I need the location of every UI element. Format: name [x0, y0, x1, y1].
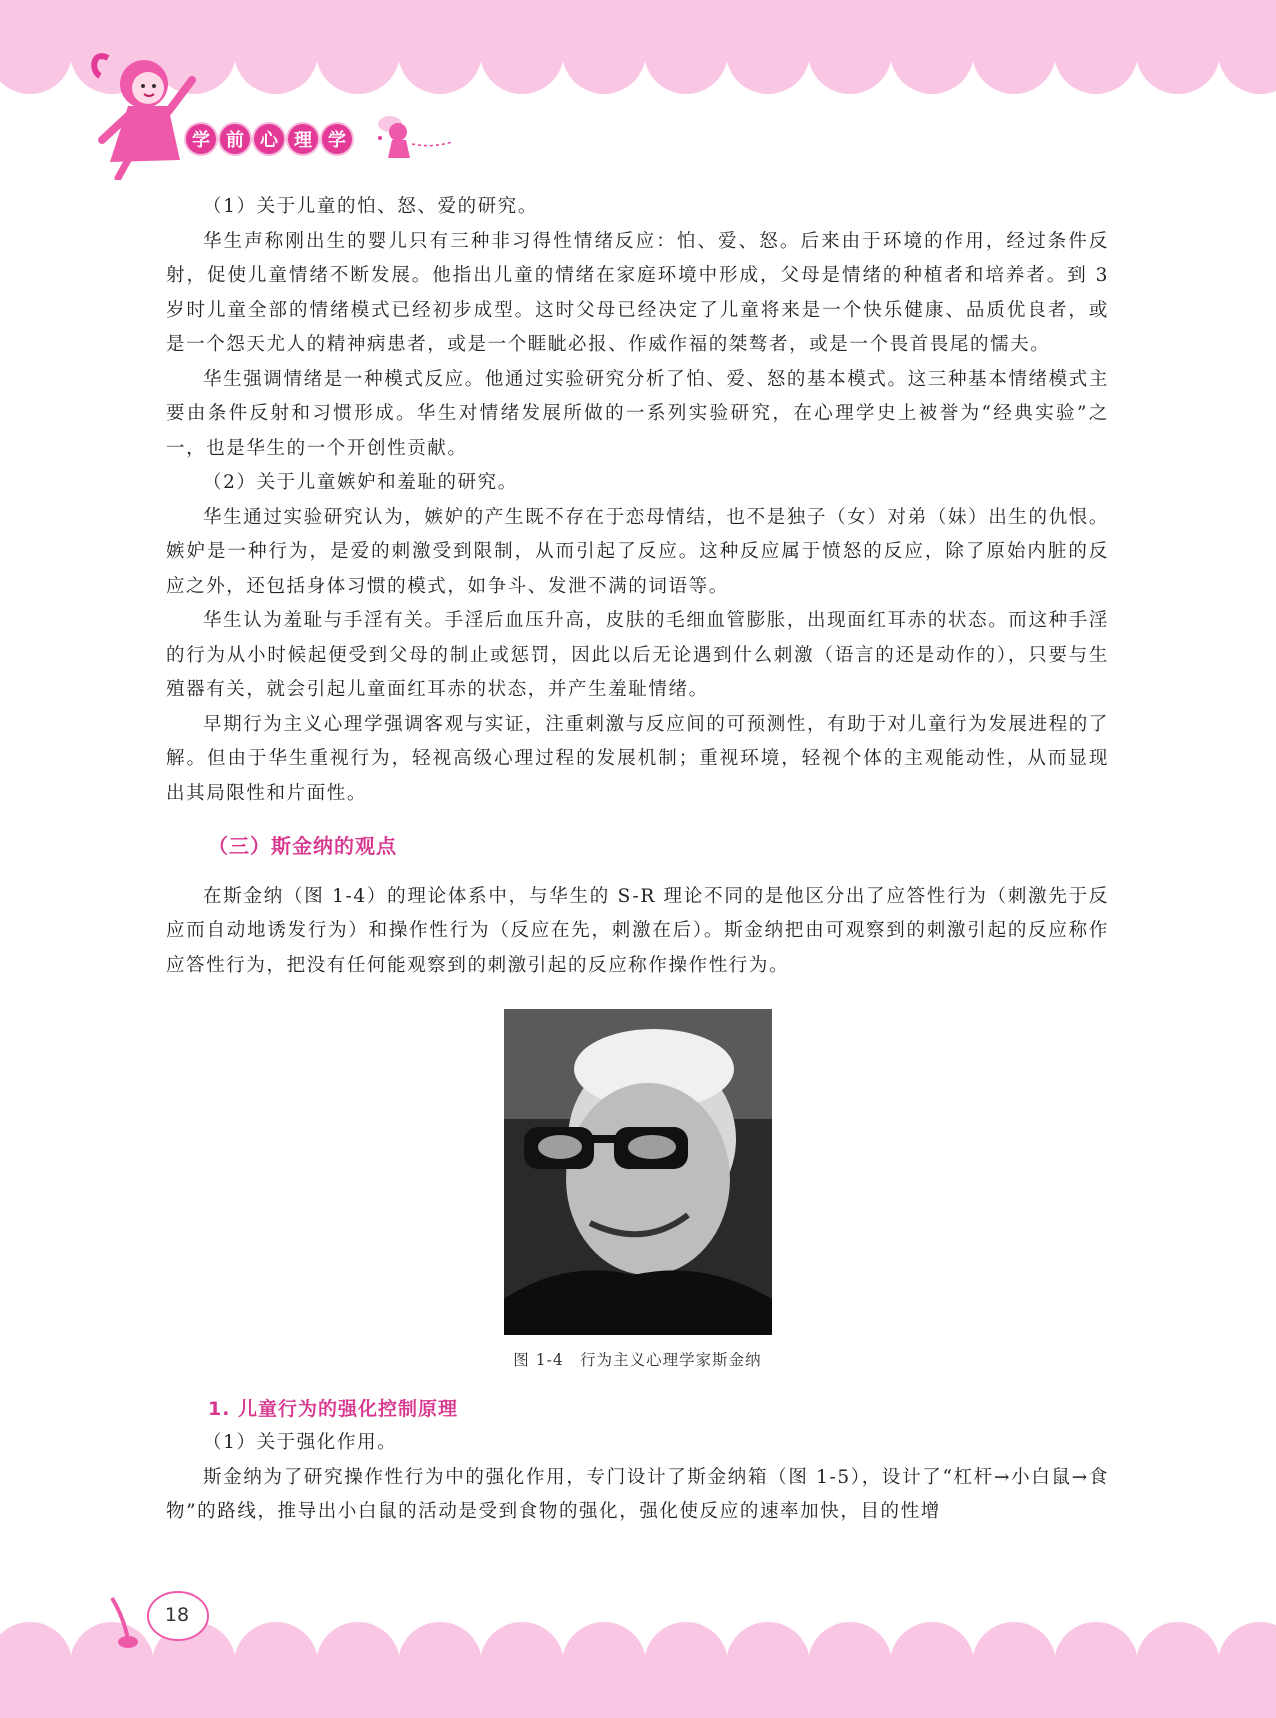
page-number-badge — [104, 1578, 214, 1658]
subsection-heading: 1. 儿童行为的强化控制原理 — [208, 1397, 459, 1420]
series-title-char: 学 — [186, 124, 216, 154]
fairy-icon — [372, 108, 462, 164]
paragraph: 早期行为主义心理学强调客观与实证，注重刺激与反应间的可预测性，有助于对儿童行为发展进程的了解。但由于华生重视行为，轻视高级心理过程的发展机制；重视环境，轻视个体的主观能动性，从而显现出其局限性和片面性。 — [166, 713, 1109, 804]
page-number: 18 — [164, 1604, 190, 1626]
figure-caption: 图 1-4 行为主义心理学家斯金纳 — [513, 1351, 762, 1369]
paragraph: 华生通过实验研究认为，嫉妒的产生既不存在于恋母情结，也不是独子（女）对弟（妹）出生的仇恨。嫉妒是一种行为，是爱的刺激受到限制，从而引起了反应。这种反应属于愤怒的反应，除了原始内脏的反应之外，还包括身体习惯的模式，如争斗、发泄不满的词语等。 — [166, 506, 1109, 597]
series-title — [186, 124, 352, 154]
figure — [166, 1009, 1109, 1392]
paragraph: （1）关于儿童的怕、怒、爱的研究。 — [203, 196, 538, 217]
paragraph: （1）关于强化作用。 — [203, 1432, 398, 1453]
paragraph: 在斯金纳（图 1-4）的理论体系中，与华生的 S-R 理论不同的是他区分出了应答性行为（刺激先于反应而自动地诱发行为）和操作性行为（反应在先，刺激在后）。斯金纳把由可观察到的刺激引起的反应称作应答性行为，把没有任何能观察到的刺激引起的反应称作操作性行为。 — [166, 885, 1109, 976]
paragraph: 华生认为羞耻与手淫有关。手淫后血压升高，皮肤的毛细血管膨胀，出现面红耳赤的状态。而这种手淫的行为从小时候起便受到父母的制止或惩罚，因此以后无论遇到什么刺激（语言的还是动作的），只要与生殖器有关，就会引起儿童面红耳赤的状态，并产生羞耻情绪。 — [166, 610, 1109, 700]
paragraph: 斯金纳为了研究操作性行为中的强化作用，专门设计了斯金纳箱（图 1-5），设计了“杠杆→小白鼠→食物”的路线，推导出小白鼠的活动是受到食物的强化，强化使反应的速率加快，目的性增 — [166, 1466, 1109, 1522]
section-heading: （三）斯金纳的观点 — [208, 834, 397, 858]
series-title-char: 学 — [322, 124, 352, 154]
series-title-char: 心 — [254, 124, 284, 154]
girl-illustration-icon — [88, 40, 208, 180]
skinner-photo — [504, 1009, 772, 1335]
paragraph: 华生声称刚出生的婴儿只有三种非习得性情绪反应：怕、爱、怒。后来由于环境的作用，经过条件反射，促使儿童情绪不断发展。他指出儿童的情绪在家庭环境中形成，父母是情绪的种植者和培养者。到 3 岁时儿童全部的情绪模式已经初步成型。这时父母已经决定了儿童将来是一个快乐健康、品质优良者，或是一个怨天尤人的精神病患者，或是一个睚眦必报、作威作福的桀骜者，或是一个畏首畏尾的懦夫。 — [166, 230, 1109, 355]
page-body — [166, 190, 1109, 1530]
series-title-char: 前 — [220, 124, 250, 154]
paragraph: 华生强调情绪是一种模式反应。他通过实验研究分析了怕、爱、怒的基本模式。这三种基本情绪模式主要由条件反射和习惯形成。华生对情绪发展所做的一系列实验研究，在心理学史上被誉为“经典实验”之一，也是华生的一个开创性贡献。 — [166, 368, 1109, 459]
series-title-char: 理 — [288, 124, 318, 154]
paragraph: （2）关于儿童嫉妒和羞耻的研究。 — [203, 472, 518, 493]
